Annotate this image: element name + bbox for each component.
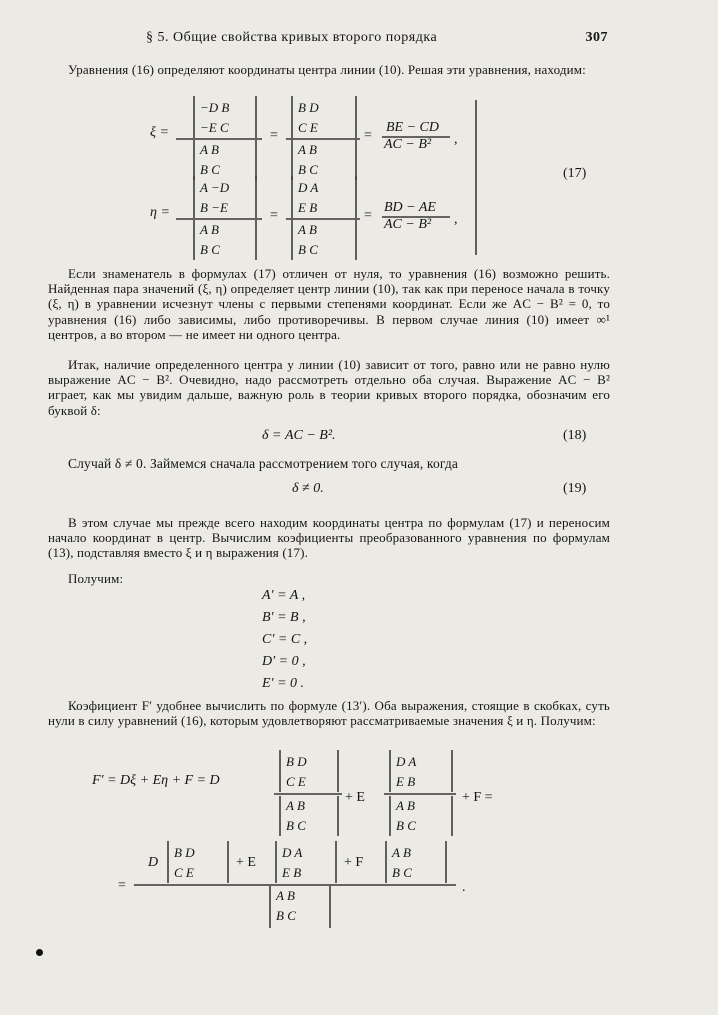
equation-number-17: (17) <box>563 166 587 181</box>
det-row: A B <box>286 798 305 813</box>
equation-19: δ ≠ 0. <box>292 481 324 496</box>
det-row: A −D <box>200 180 230 195</box>
det-row: A B <box>396 798 415 813</box>
det-row: −D B <box>200 100 230 115</box>
coeff-a: A′ = A , <box>262 588 306 603</box>
det-row: B C <box>298 242 318 257</box>
header-title: § 5. Общие свойства кривых второго порядка <box>146 30 438 45</box>
paragraph-center: Итак, наличие определенного центра у линии (10) зависит от того, равно или не равно нулю выражение AC − B². Очевидно, надо рассмотреть отдельно оба случая. Выражение AC − B² играет, как мы увидим дальше, важную роль в теории кривых второго порядка, обозначим его буквой δ: <box>48 357 610 418</box>
det-row: E B <box>282 865 302 880</box>
det-row: B −E <box>200 200 228 215</box>
det-row: A B <box>392 845 411 860</box>
det-row: B C <box>276 908 296 923</box>
xi-result-den: AC − B² <box>384 137 432 152</box>
ink-spot <box>36 949 43 956</box>
paragraph-transform: В этом случае мы прежде всего находим координаты центра по формулам (17) и переносим начало координат в центр. Вычислим коэфициенты преобразованного уравнения по формулам (13), подставляя вместо ξ и η выражения (17). <box>48 515 610 561</box>
equation-number-18: (18) <box>563 428 587 443</box>
xi-result-num: BE − CD <box>386 120 439 135</box>
paragraph-f-prime: Коэфициент F′ удобнее вычислить по формуле (13′). Оба выражения, стоящие в скобках, суть нули в силу уравнений (16), которым удовлетворяют рассматриваемые значения ξ и η. Получим: <box>48 698 610 729</box>
det-row: B D <box>286 754 307 769</box>
plus-f: + F = <box>462 790 493 805</box>
eq-sign: = <box>364 208 372 223</box>
det-row: D A <box>298 180 319 195</box>
paragraph-denominator: Если знаменатель в формулах (17) отличен от нуля, то уравнения (16) возможно решить. Найденная пара значений (ξ, η) определяет центр линии (10), так как при переносе начала в точку (ξ, η) в уравнении исчезнут члены с первыми степенями координат. Если же AC − B² = 0, то уравнения (16) либо зависимы, либо противоречивы. В первом случае линия (10) имеет ∞¹ центров, а во втором — не имеет ни одного центра. <box>48 266 610 342</box>
paragraph-obtain: Получим: <box>68 571 124 586</box>
det-row: A B <box>200 222 219 237</box>
eta-result-den: AC − B² <box>384 217 432 232</box>
det-row: D A <box>282 845 303 860</box>
det-row: B C <box>396 818 416 833</box>
equation-number-19: (19) <box>563 481 587 496</box>
det-row: E B <box>396 774 416 789</box>
det-row: B C <box>286 818 306 833</box>
period: . <box>462 880 466 895</box>
det-row: −E C <box>200 120 229 135</box>
line2-d: D <box>148 855 159 870</box>
eq-sign: = <box>270 208 278 223</box>
det-row: B C <box>200 242 220 257</box>
paragraph-intro: Уравнения (16) определяют координаты центра линии (10). Решая эти уравнения, находим: <box>68 62 586 77</box>
equation-18: δ = AC − B². <box>262 428 336 443</box>
plus-e: + E <box>345 790 365 805</box>
det-row: B D <box>298 100 319 115</box>
eta-result-num: BD − AE <box>384 200 436 215</box>
eq-sign: = <box>364 128 372 143</box>
coeff-e: E′ = 0 . <box>262 676 305 691</box>
f-prime-lhs: F′ = Dξ + Eη + F = D <box>92 773 220 788</box>
det-row: E B <box>298 200 318 215</box>
page-number: 307 <box>585 30 608 45</box>
coeff-d: D′ = 0 , <box>262 654 306 669</box>
coeff-c: C′ = C , <box>262 632 308 647</box>
line2-plus-e: + E <box>236 855 256 870</box>
case-heading: Случай δ ≠ 0. Займемся сначала рассмотрением того случая, когда <box>68 456 459 471</box>
det-row: C E <box>174 865 194 880</box>
det-row: A B <box>298 222 317 237</box>
det-row: B C <box>200 162 220 177</box>
line2-plus-f: + F <box>344 855 364 870</box>
comma: , <box>454 132 458 147</box>
det-row: B D <box>174 845 195 860</box>
det-row: D A <box>396 754 417 769</box>
det-row: C E <box>286 774 306 789</box>
coeff-b: B′ = B , <box>262 610 306 625</box>
eta-label: η = <box>150 205 170 220</box>
det-row: B C <box>298 162 318 177</box>
xi-label: ξ = <box>150 125 169 140</box>
det-row: A B <box>276 888 295 903</box>
comma: , <box>454 212 458 227</box>
det-row: A B <box>298 142 317 157</box>
det-row: C E <box>298 120 318 135</box>
eq-sign: = <box>270 128 278 143</box>
det-row: B C <box>392 865 412 880</box>
det-row: A B <box>200 142 219 157</box>
line2-eq: = <box>118 878 126 893</box>
